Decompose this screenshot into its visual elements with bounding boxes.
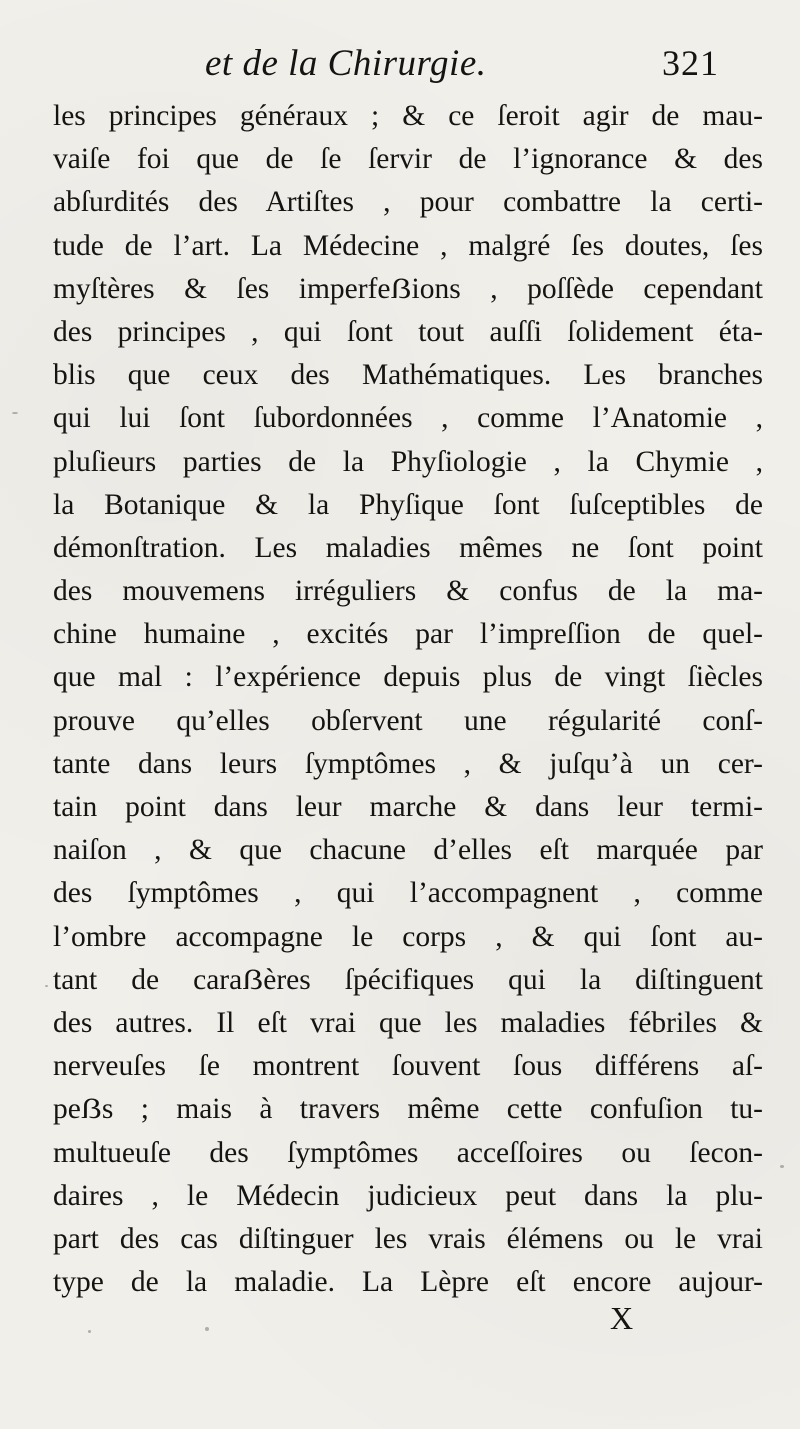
text-line: chine humaine , excités par l’impreſſion de quel- (53, 618, 763, 651)
text-line: blis que ceux des Mathématiques. Les branches (53, 359, 763, 392)
paper-speck (45, 985, 48, 987)
text-line: tant de caraẞères ſpécifiques qui la diſtinguent (53, 963, 763, 996)
paper-speck (205, 1327, 209, 1331)
text-line: des principes , qui ſont tout auſſi ſolidement éta- (53, 315, 763, 348)
signature-mark: X (610, 1300, 635, 1336)
text-line: l’ombre accompagne le corps , & qui ſont au- (53, 920, 763, 953)
text-line: des ſymptômes , qui l’accompagnent , comme (53, 877, 763, 910)
page-number: 321 (662, 43, 719, 83)
text-line: tain point dans leur marche & dans leur termi- (53, 791, 763, 823)
text-line: qui lui ſont ſubordonnées , comme l’Anatomie , (53, 402, 763, 435)
text-line: type de la maladie. La Lèpre eſt encore aujour- (53, 1266, 763, 1299)
text-line: tude de l’art. La Médecine , malgré ſes doutes, ſes (53, 229, 763, 262)
text-line: que mal : l’expérience depuis plus de vingt ſiècles (53, 661, 763, 694)
body-text (53, 95, 763, 1304)
text-line: tante dans leurs ſymptômes , & juſqu’à un cer- (53, 747, 763, 780)
text-line: les principes généraux ; & ce ſeroit agir de mau- (53, 100, 763, 132)
text-line: pluſieurs parties de la Phyſiologie , la Chymie , (53, 445, 763, 478)
text-line: des mouvemens irréguliers & confus de la ma- (53, 575, 763, 608)
text-line: démonſtration. Les maladies mêmes ne ſont point (53, 531, 763, 564)
running-title: et de la Chirurgie. (205, 43, 487, 84)
text-line: la Botanique & la Phyſique ſont ſuſceptibles de (53, 488, 763, 521)
paper-speck (780, 1165, 784, 1168)
text-line: abſurdités des Artiſtes , pour combattre la certi- (53, 186, 763, 219)
paper-speck (12, 412, 18, 414)
text-line: prouve qu’elles obſervent une régularité conſ- (53, 704, 763, 737)
text-line: multueuſe des ſymptômes acceſſoires ou ſecon- (53, 1136, 763, 1169)
text-line: vaiſe foi que de ſe ſervir de l’ignorance & des (53, 143, 763, 176)
text-line: myſtères & ſes imperfeẞions , poſſède cependant (53, 272, 763, 305)
text-line: des autres. Il eſt vrai que les maladies fébriles & (53, 1006, 763, 1039)
text-line: part des cas diſtinguer les vrais élémens ou le vrai (53, 1222, 763, 1255)
text-line: nerveuſes ſe montrent ſouvent ſous différens aſ- (53, 1050, 763, 1083)
text-line: naiſon , & que chacune d’elles eſt marquée par (53, 834, 763, 867)
text-line: peẞs ; mais à travers même cette confuſion tu- (53, 1093, 763, 1126)
running-head (0, 36, 800, 96)
text-line: daires , le Médecin judicieux peut dans la plu- (53, 1179, 763, 1212)
paper-speck (88, 1330, 91, 1333)
